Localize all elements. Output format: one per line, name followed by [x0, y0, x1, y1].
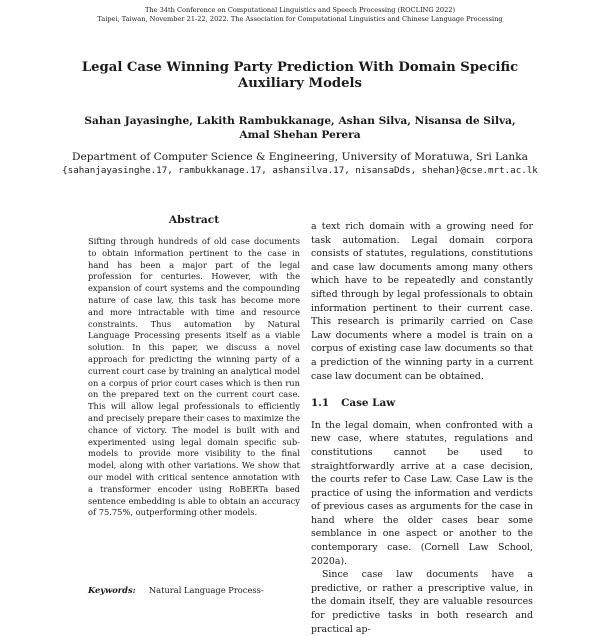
right-column	[311, 220, 533, 636]
author-emails: {sahanjayasinghe.17, rambukkanage.17, ashansilva.17, nisansaDds, shehan}@cse.mrt.ac.lk	[62, 165, 538, 176]
conference-line-1: The 34th Conference on Computational Linguistics and Speech Processing (ROCLING 2022)	[144, 6, 456, 14]
paper-title-line-1: Legal Case Winning Party Prediction With Domain Specific	[81, 60, 519, 75]
paper-title	[0, 60, 600, 92]
authors-line-2: Amal Shehan Perera	[239, 129, 361, 141]
case-law-paragraph-2: Since case law documents have a predictive, or rather a prescriptive value, in the domain itself, they are valuable resources for predictive tasks in both research and practical ap-	[311, 569, 533, 635]
abstract-body	[88, 236, 300, 519]
authors-line-1: Sahan Jayasinghe, Lakith Rambukkanage, Ashan Silva, Nisansa de Silva,	[84, 115, 516, 127]
author-list	[0, 114, 600, 142]
conference-header	[0, 6, 600, 24]
affiliation: Department of Computer Science & Engineering, University of Moratuwa, Sri Lanka	[72, 151, 528, 163]
section-title: Case Law	[341, 397, 396, 410]
paper-title-line-2: Auxiliary Models	[238, 76, 362, 91]
intro-paragraph: a text rich domain with a growing need for task automation. Legal domain corpora consists of statutes, regulations, constitutions and case law documents among many others which have to be repeatedly and constantly sifted through by legal professionals to obtain information pertinent to their current case. This research is primarily carried on Case Law documents where a model is train on a corpus of existing case law documents so that a prediction of the winning party in a current case law document can be obtained.	[311, 221, 533, 382]
section-heading-case-law	[311, 397, 533, 411]
abstract-text: Sifting through hundreds of old case documents to obtain information pertinent to the case in hand has been a major part of the legal profession for centuries. However, with the expansion of court systems and the compounding nature of case law, this task has become more and more intractable with time and resource constraints. Thus automation by Natural Language Processing presents itself as a viable solution. In this paper, we discuss a novel approach for predicting the winning party of a current court case by training an analytical model on a corpus of prior court cases which is then run on the prepared text on the current court case. This will allow legal professionals to efficiently and precisely prepare their cases to maximize the chance of victory. The model is built with and experimented using legal domain specific sub-models to provide more visibility to the final model, along with other variations. We show that our model with critical sentence annotation with a transformer encoder using RoBERTa based sentence embedding is able to obtain an accuracy of 75.75%, outperforming other models.	[88, 236, 300, 518]
keywords	[88, 585, 300, 597]
abstract-heading: Abstract	[168, 214, 220, 226]
section-number: 1.1	[311, 397, 330, 410]
case-law-paragraph-1: In the legal domain, when confronted with a new case, where statutes, regulations and constitutions cannot be used to straightforwardly arrive at a case decision, the courts refer to Case Law. Case Law is the practice of using the information and verdicts of previous cases as arguments for the case in hand where the older cases bear some semblance in one aspect or another to the contemporary case. (Cornell Law School, 2020a).	[311, 419, 533, 567]
keywords-label: Keywords:	[88, 585, 136, 595]
keywords-text: Natural Language Process-	[148, 585, 264, 595]
conference-line-2: Taipei, Taiwan, November 21-22, 2022. The Association for Computational Linguistics and Chinese Language Processing	[97, 15, 503, 23]
